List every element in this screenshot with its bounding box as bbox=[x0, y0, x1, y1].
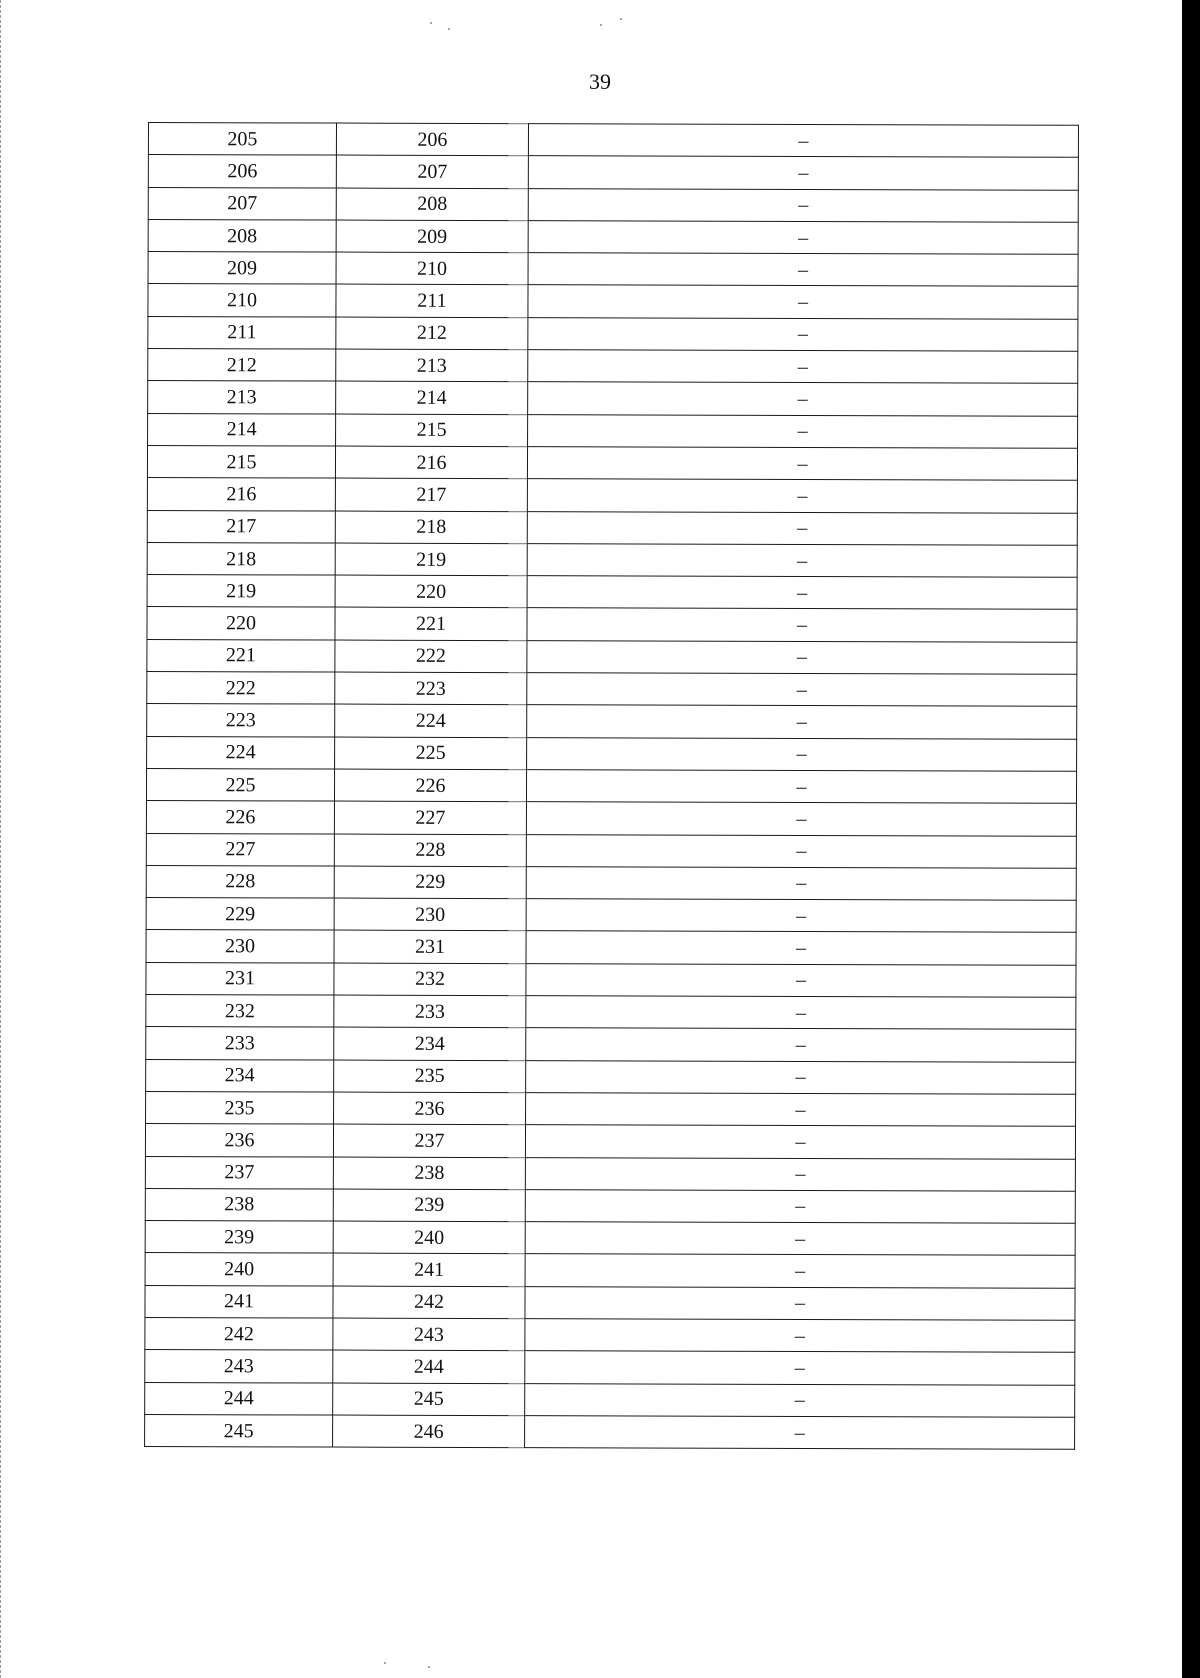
table-cell: 225 bbox=[146, 768, 334, 801]
table-cell: – bbox=[527, 479, 1077, 513]
table-cell: 225 bbox=[335, 737, 527, 770]
table-cell: 220 bbox=[147, 607, 335, 640]
table-cell: – bbox=[527, 673, 1077, 707]
table-cell: – bbox=[528, 414, 1078, 448]
scan-speck bbox=[448, 28, 450, 30]
table-cell: 236 bbox=[334, 1092, 526, 1125]
table-cell: 213 bbox=[336, 349, 528, 382]
table-cell: 207 bbox=[148, 187, 336, 220]
table-cell: – bbox=[526, 802, 1076, 836]
table-cell: 222 bbox=[147, 672, 335, 705]
table-row bbox=[148, 252, 1078, 287]
table-row bbox=[145, 1124, 1075, 1159]
table-cell: – bbox=[525, 1415, 1075, 1449]
table-cell: 207 bbox=[336, 155, 528, 188]
table-cell: 206 bbox=[148, 155, 336, 188]
table-cell: 246 bbox=[333, 1415, 525, 1448]
table-row bbox=[148, 284, 1078, 319]
table-row bbox=[145, 1221, 1075, 1256]
table-cell: 209 bbox=[148, 252, 336, 285]
table-cell: 214 bbox=[336, 381, 528, 414]
table-row bbox=[146, 1059, 1076, 1094]
table-cell: 227 bbox=[146, 833, 334, 866]
table-cell: 243 bbox=[145, 1350, 333, 1383]
table-cell: – bbox=[526, 770, 1076, 804]
table-row bbox=[145, 1350, 1075, 1385]
table-row bbox=[145, 1285, 1075, 1320]
table-cell: 215 bbox=[147, 445, 335, 478]
scan-speck bbox=[430, 22, 432, 24]
table-row bbox=[147, 736, 1077, 771]
table-cell: 243 bbox=[333, 1318, 525, 1351]
table-cell: 242 bbox=[333, 1286, 525, 1319]
table-cell: – bbox=[526, 899, 1076, 933]
table-cell: 224 bbox=[335, 704, 527, 737]
table-row bbox=[148, 381, 1078, 416]
table-cell: 235 bbox=[146, 1091, 334, 1124]
table-cell: – bbox=[526, 1060, 1076, 1094]
data-table bbox=[144, 122, 1079, 1450]
table-cell: 231 bbox=[146, 962, 334, 995]
table-body bbox=[145, 123, 1079, 1450]
table-row bbox=[146, 801, 1076, 836]
table-cell: – bbox=[525, 1157, 1075, 1191]
table-cell: 219 bbox=[335, 543, 527, 576]
table-cell: – bbox=[527, 576, 1077, 610]
table-cell: – bbox=[525, 1222, 1075, 1256]
table-row bbox=[147, 478, 1077, 513]
table-cell: 205 bbox=[148, 123, 336, 156]
table-row bbox=[146, 898, 1076, 933]
table-row bbox=[146, 1027, 1076, 1062]
table-row bbox=[146, 1091, 1076, 1126]
scan-speck bbox=[620, 18, 622, 20]
table-row bbox=[147, 607, 1077, 642]
table-cell: – bbox=[525, 1383, 1075, 1417]
table-row bbox=[147, 542, 1077, 577]
table-cell: – bbox=[527, 511, 1077, 545]
table-cell: 222 bbox=[335, 640, 527, 673]
table-row bbox=[148, 316, 1078, 351]
table-row bbox=[145, 1382, 1075, 1417]
table-cell: 230 bbox=[334, 898, 526, 931]
table-row bbox=[147, 672, 1077, 707]
table-cell: 220 bbox=[335, 575, 527, 608]
table-cell: – bbox=[527, 640, 1077, 674]
table-cell: 228 bbox=[334, 834, 526, 867]
table-cell: – bbox=[525, 1189, 1075, 1223]
table-row bbox=[146, 995, 1076, 1030]
table-row bbox=[146, 930, 1076, 965]
table-cell: 211 bbox=[336, 285, 528, 318]
table-cell: 232 bbox=[146, 995, 334, 1028]
table-cell: 233 bbox=[334, 995, 526, 1028]
scan-speck bbox=[384, 1662, 386, 1664]
table-cell: – bbox=[525, 1351, 1075, 1385]
table-cell: 216 bbox=[147, 478, 335, 511]
table-cell: 236 bbox=[145, 1124, 333, 1157]
table-cell: 230 bbox=[146, 930, 334, 963]
table-cell: – bbox=[526, 1093, 1076, 1127]
table-cell: 221 bbox=[335, 608, 527, 641]
table-cell: 238 bbox=[145, 1188, 333, 1221]
table-row bbox=[148, 123, 1078, 158]
table-cell: – bbox=[528, 317, 1078, 351]
table-cell: 216 bbox=[335, 446, 527, 479]
table-cell: 208 bbox=[148, 219, 336, 252]
table-row bbox=[146, 768, 1076, 803]
table-cell: 242 bbox=[145, 1317, 333, 1350]
table-cell: – bbox=[528, 188, 1078, 222]
table-cell: – bbox=[526, 931, 1076, 965]
table-cell: 212 bbox=[336, 317, 528, 350]
table-cell: 239 bbox=[333, 1189, 525, 1222]
table-cell: – bbox=[525, 1319, 1075, 1353]
table-cell: 221 bbox=[147, 639, 335, 672]
table-cell: 218 bbox=[147, 542, 335, 575]
table-cell: – bbox=[528, 253, 1078, 287]
table-cell: 244 bbox=[145, 1382, 333, 1415]
table-row bbox=[148, 155, 1078, 190]
table-row bbox=[146, 833, 1076, 868]
table-cell: 235 bbox=[334, 1060, 526, 1093]
table-cell: – bbox=[527, 447, 1077, 481]
table-cell: – bbox=[526, 996, 1076, 1030]
table-row bbox=[145, 1414, 1075, 1449]
scan-speck bbox=[600, 24, 602, 26]
scan-edge-right bbox=[1182, 0, 1200, 1678]
table-row bbox=[145, 1188, 1075, 1223]
page-number: 39 bbox=[589, 69, 611, 94]
table-cell: – bbox=[526, 834, 1076, 868]
table-cell: 206 bbox=[336, 123, 528, 156]
table-cell: 217 bbox=[147, 510, 335, 543]
table-cell: 232 bbox=[334, 963, 526, 996]
table-cell: 244 bbox=[333, 1350, 525, 1383]
table-cell: 223 bbox=[147, 704, 335, 737]
table-row bbox=[147, 445, 1077, 480]
table-cell: 210 bbox=[148, 284, 336, 317]
table-cell: 226 bbox=[334, 769, 526, 802]
table-cell: 234 bbox=[146, 1059, 334, 1092]
table-cell: 224 bbox=[147, 736, 335, 769]
table-cell: 231 bbox=[334, 930, 526, 963]
table-cell: 233 bbox=[146, 1027, 334, 1060]
table-cell: – bbox=[528, 156, 1078, 190]
table-cell: 212 bbox=[148, 349, 336, 382]
table-cell: 240 bbox=[145, 1253, 333, 1286]
table-cell: – bbox=[527, 737, 1077, 771]
table-cell: 208 bbox=[336, 188, 528, 221]
table-cell: 240 bbox=[333, 1221, 525, 1254]
table-cell: 218 bbox=[335, 511, 527, 544]
table-cell: – bbox=[528, 285, 1078, 319]
table-row bbox=[147, 575, 1077, 610]
table-cell: 239 bbox=[145, 1221, 333, 1254]
table-row bbox=[146, 962, 1076, 997]
table-cell: 215 bbox=[336, 414, 528, 447]
table-row bbox=[145, 1253, 1075, 1288]
table-row bbox=[147, 510, 1077, 545]
table-cell: – bbox=[527, 543, 1077, 577]
table-cell: 241 bbox=[333, 1253, 525, 1286]
table-cell: 229 bbox=[146, 898, 334, 931]
table-row bbox=[147, 639, 1077, 674]
table-cell: 237 bbox=[333, 1124, 525, 1157]
table-cell: – bbox=[525, 1254, 1075, 1288]
scan-edge-left bbox=[0, 0, 2, 1678]
table-cell: 223 bbox=[335, 672, 527, 705]
table-row bbox=[148, 187, 1078, 222]
table-cell: 217 bbox=[335, 478, 527, 511]
table-row bbox=[146, 865, 1076, 900]
table-cell: 228 bbox=[146, 865, 334, 898]
table-row bbox=[148, 349, 1078, 384]
table-row bbox=[148, 219, 1078, 254]
table-cell: 209 bbox=[336, 220, 528, 253]
table-cell: 213 bbox=[148, 381, 336, 414]
table-cell: 234 bbox=[334, 1027, 526, 1060]
table-cell: – bbox=[527, 608, 1077, 642]
table-row bbox=[148, 413, 1078, 448]
table-cell: 211 bbox=[148, 316, 336, 349]
table-cell: 245 bbox=[333, 1383, 525, 1416]
table-cell: 210 bbox=[336, 252, 528, 285]
table-cell: – bbox=[527, 705, 1077, 739]
table-cell: 238 bbox=[333, 1157, 525, 1190]
table-cell: 237 bbox=[145, 1156, 333, 1189]
table-cell: – bbox=[528, 124, 1078, 158]
table-row bbox=[145, 1156, 1075, 1191]
table-cell: 219 bbox=[147, 575, 335, 608]
table-cell: – bbox=[526, 963, 1076, 997]
table-cell: 241 bbox=[145, 1285, 333, 1318]
table-cell: 214 bbox=[148, 413, 336, 446]
table-row bbox=[145, 1317, 1075, 1352]
table-cell: 229 bbox=[334, 866, 526, 899]
table-row bbox=[147, 704, 1077, 739]
table-cell: – bbox=[525, 1125, 1075, 1159]
table-cell: – bbox=[525, 1286, 1075, 1320]
table-cell: – bbox=[526, 866, 1076, 900]
scan-speck bbox=[428, 1666, 430, 1668]
table-cell: 226 bbox=[146, 801, 334, 834]
table-cell: – bbox=[528, 350, 1078, 384]
table-cell: – bbox=[526, 1028, 1076, 1062]
table-cell: – bbox=[528, 221, 1078, 255]
table-cell: – bbox=[528, 382, 1078, 416]
table-cell: 245 bbox=[145, 1414, 333, 1447]
table-cell: 227 bbox=[334, 801, 526, 834]
